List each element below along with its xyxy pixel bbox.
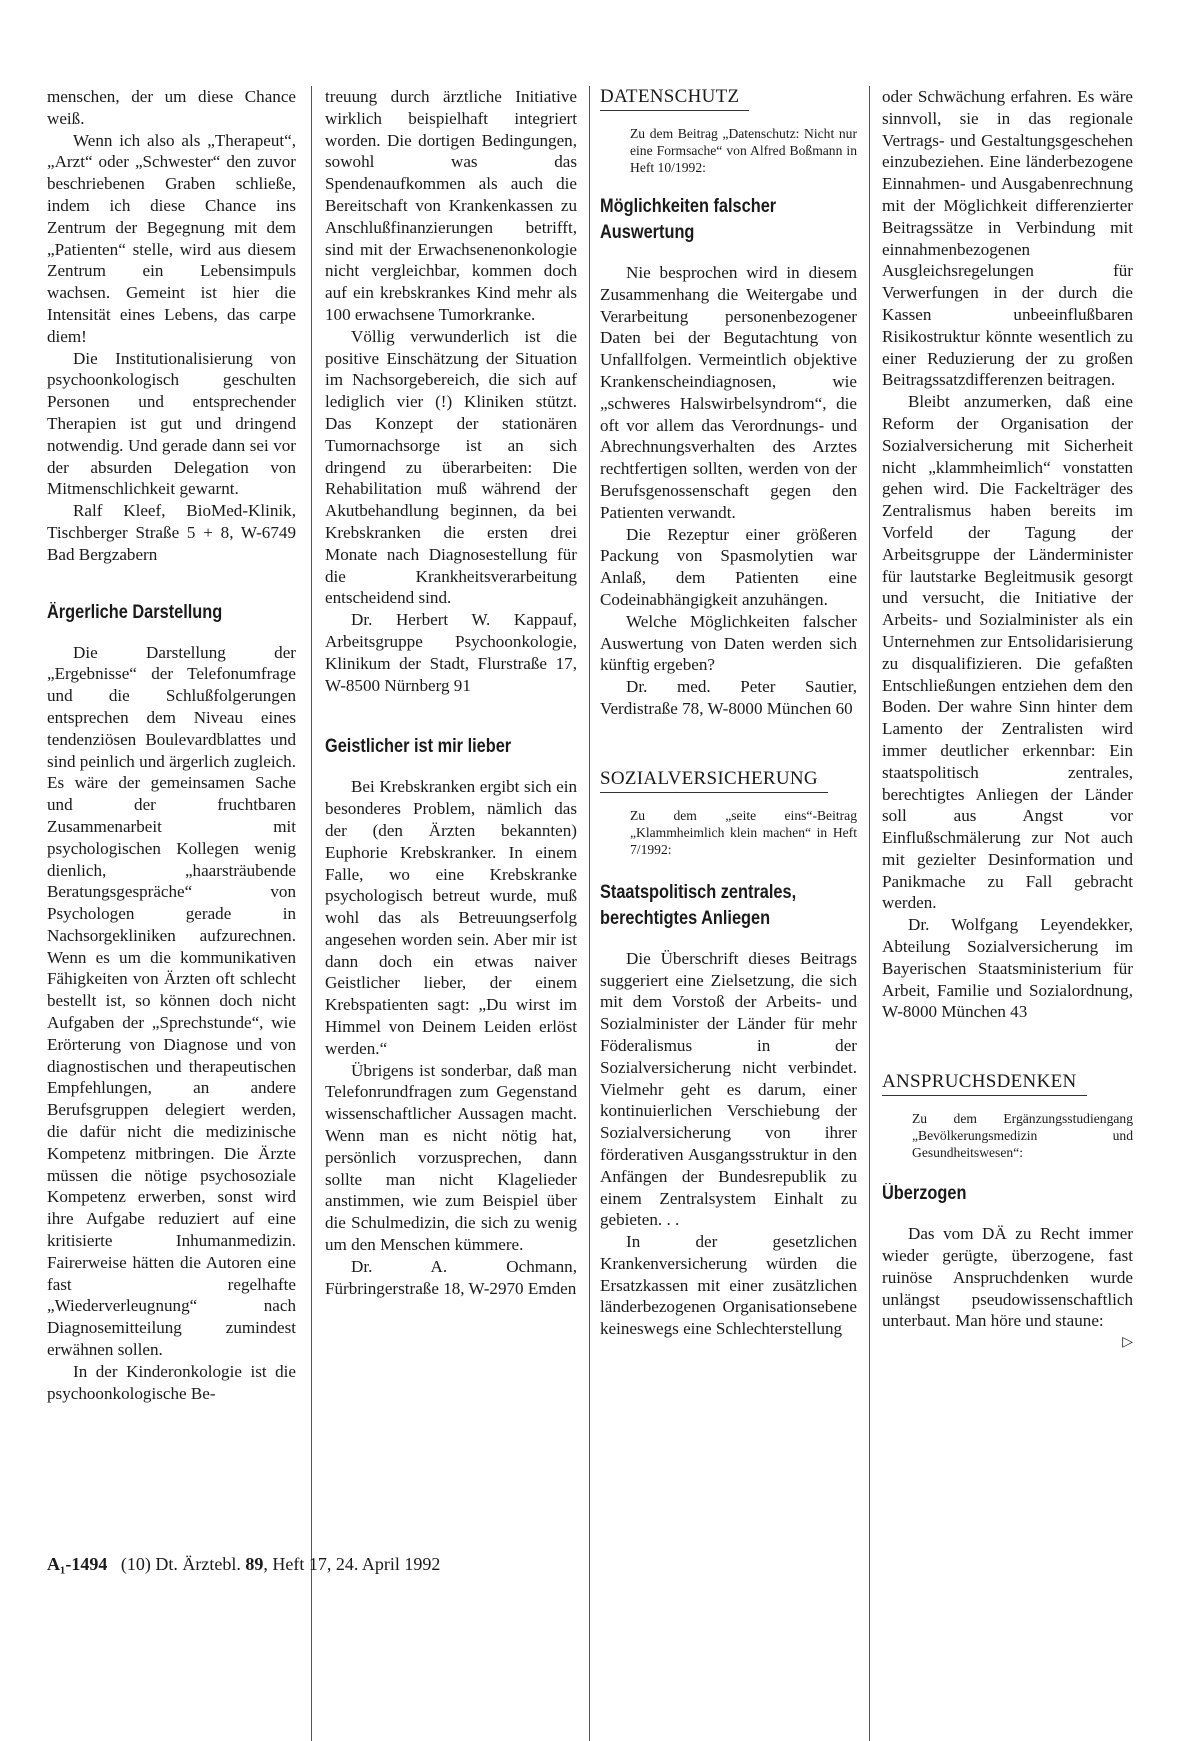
journal-volume: 89 — [245, 1554, 264, 1574]
paragraph — [882, 1223, 1133, 1351]
letter-headline: Überzogen — [882, 1183, 967, 1205]
column-1 — [47, 86, 296, 1404]
paragraph: Nie besprochen wird in diesem Zusammenhang die Weitergabe und Verarbeitung personenbezogener Daten bei der Begutachtung von Unfallfolgen. Vermeintlich objektive Krankenscheindiagnosen, wie „schweres Halswirbelsyndrom“, die oft vor allem das Verordnungs- und Abrechnungsverhalten des Arztes rechtfertigen sollten, werden von der Berufsgenossenschaft gegen den Patienten verwandt. — [600, 263, 857, 522]
paragraph: Die Institutionalisierung von psychoonkologisch geschulten Personen und entsprechender Therapien ist gut und dringend notwendig. Und gerade dann sei vor der absurden Delegation von Mitmenschlichkeit gewarnt. — [47, 348, 296, 499]
author-signature: Ralf Kleef, BioMed-Klinik, Tischberger Straße 5 + 8, W-6749 Bad Bergzabern — [47, 501, 296, 564]
page-footer — [47, 1554, 440, 1575]
paragraph: treuung durch ärztliche Initiative wirklich beispielhaft integriert worden. Die dortigen Bedingungen, sowohl was das Spendenaufkommen als auch die Bereitschaft von Krankenkassen zu Anschlußfinanzierungen betrifft, sind mit der Erwachsenenonkologie nicht vergleichbar, kommen doch auf ein krebskrankes Kind mehr als 100 erwachsene Tumorkranke. — [325, 87, 577, 324]
letter-headline: Möglichkeiten falscher Auswertung — [600, 196, 777, 243]
continue-arrow-icon: ▷ — [1122, 1334, 1133, 1351]
letter-headline: Geistlicher ist mir lieber — [325, 736, 512, 758]
paragraph: In der gesetzlichen Krankenversicherung würden die Ersatzkassen mit einer zusätzlichen länderbezogenen Organisationsebene keineswegs eine Schlechterstellung — [600, 1232, 857, 1339]
paragraph: Übrigens ist sonderbar, daß man Telefonrundfragen zum Gegenstand wissenschaftlicher Aussagen macht. Wenn man es nicht nötig hat, persönlich vorzusprechen, dann sollte man nicht Klagelieder anstimmen, wie zum Beispiel über die Schulmedizin, die sich zu wenig um den Menschen kümmere. — [325, 1060, 577, 1255]
author-signature: Dr. Wolfgang Leyendekker, Abteilung Sozialversicherung im Bayerischen Staatsministerium für Arbeit, Familie und Sozialordnung, W-8000 München 43 — [882, 915, 1133, 1022]
paragraph: Bei Krebskranken ergibt sich ein besonderes Problem, nämlich das der (den Ärzten bekannten) Euphorie Krebskranker. In einem Falle, wo eine Krebskranke psychologisch betreut wurde, muß wohl das als Betreuungserfolg angesehen worden sein. Aber mir ist dann doch ein etwas naiver Geistlicher lieber, der einem Krebspatienten sagt: „Du wirst im Himmel von Deinem Leiden erlöst werden.“ — [325, 777, 577, 1058]
reference-note: Zu dem „seite eins“-Beitrag „Klammheimlich klein machen“ in Heft 7/1992: — [630, 807, 857, 857]
section-heading: ANSPRUCHSDENKEN — [882, 1069, 1087, 1096]
reference-note: Zu dem Ergänzungsstudiengang „Bevölkerungsmedizin und Gesundheitswesen“: — [912, 1111, 1133, 1161]
paragraph: Bleibt anzumerken, daß eine Reform der Organisation der Sozialversicherung mit Sicherheit nicht „klammheimlich“ vonstatten gehen wird. Die Fackelträger des Zentralismus haben bereits im Vorfeld der Tagung der Arbeitsgruppe der Länderminister für lautstarke Begleitmusik gesorgt und versucht, die Initiative der Arbeits- und Sozialminister als ein Unternehmen zur Entsolidarisierung zu disqualifizieren. Die gefaßten Entschließungen entziehen dem den Boden. Der wahre Sinn hinter dem Lamento der Zentralisten wird immer deutlicher erkennbar: Ein staatspolitisch zentrales, berechtigtes Anliegen der Länder soll aus Angst vor Einflußschmälerung zur Not auch mit gezielter Desinformation und Panikmache zu Fall gebracht werden. — [882, 392, 1133, 913]
reference-note: Zu dem Beitrag „Datenschutz: Nicht nur eine Formsache“ von Alfred Boßmann in Heft 10/1992: — [630, 126, 857, 175]
letter-headline: Staatspolitisch zentrales, berechtigtes Anliegen — [600, 881, 797, 929]
page-number: A₁-1494 — [47, 1554, 108, 1574]
section-heading: SOZIALVERSICHERUNG — [600, 766, 828, 793]
column-divider — [589, 86, 590, 1741]
letter-headline: Ärgerliche Darstellung — [47, 601, 223, 623]
journal-name: (10) Dt. Ärztebl. — [120, 1554, 241, 1574]
column-3 — [600, 86, 857, 1340]
paragraph: menschen, der um diese Chance weiß. — [47, 87, 296, 128]
paragraph: Die Überschrift dieses Beitrags suggeriert eine Zielsetzung, die sich mit dem Vorstoß der Arbeits- und Sozialminister der Länder für mehr Föderalismus in der Sozialversicherung nicht verbindet. Vielmehr geht es darum, einer kontinuierlichen Verschiebung der Sozialversicherung von ihrer förderativen Ausgangsstruktur in den Anfängen der Bundesrepublik zu einem Zentralsystem Einhalt zu gebieten. . . — [600, 948, 857, 1230]
paragraph: Welche Möglichkeiten falscher Auswertung von Daten werden sich künftig ergeben? — [600, 611, 857, 675]
section-heading: DATENSCHUTZ — [600, 84, 749, 111]
paragraph-text: Das vom DÄ zu Recht immer wieder gerügte, überzogene, fast ruinöse Anspruchdenken wurde unlängst pseudowissenschaftlich unterbaut. Man höre und staune: — [882, 1224, 1133, 1331]
paragraph: In der Kinderonkologie ist die psychoonkologische Be- — [47, 1361, 296, 1403]
author-signature: Dr. A. Ochmann, Fürbringerstraße 18, W-2970 Emden — [325, 1256, 577, 1298]
author-signature: Dr. Herbert W. Kappauf, Arbeitsgruppe Psychoonkologie, Klinikum der Stadt, Flurstraße 17, W-8500 Nürnberg 91 — [325, 610, 577, 695]
paragraph: Die Rezeptur einer größeren Packung von Spasmolytien war Anlaß, dem Patienten eine Codeinabhängigkeit anzuhängen. — [600, 524, 857, 609]
column-divider — [869, 86, 870, 1741]
paragraph: oder Schwächung erfahren. Es wäre sinnvoll, sie in das regionale Vertrags- und Gestaltungsgeschehen einzubeziehen. Eine länderbezogene Einnahmen- und Ausgabenrechnung mit der Möglichkeit differenzierter Beitragssätze in Verbindung mit einnahmenbezogenen Ausgleichsregelungen für Verwerfungen in der durch die Kassen unbeeinflußbaren Risikostruktur könnte wesentlich zu einer Reduzierung der zu großen Beitragssatzdifferenzen beitragen. — [882, 87, 1133, 390]
paragraph: Die Darstellung der „Ergebnisse“ der Telefonumfrage und die Schlußfolgerungen entsprechen dem Niveau eines tendenziösen Boulevardblattes und sind peinlich und ärgerlich zugleich. Es wäre der gemeinsamen Sache und der fruchtbaren Zusammenarbeit mit psychologischen Kollegen wenig dienlich, „haarsträubende Beratungsgespräche“ von Psychologen gerade in Nachsorgekliniken aufzurechnen. Wenn es um die kommunikativen Fähigkeiten von Ärzten oft schlecht bestellt ist, so können doch nicht Aufgaben der „Sprechstunde“, wie Erörterung von Diagnose und von diagnostischen und therapeutischen Empfehlungen, an andere Berufsgruppen delegiert werden, die dafür nicht die medizinische Kompetenz mitbringen. Die Ärzte müssen die nötige psychosoziale Kompetenz erwerben, sonst wird ihre Aufgabe reduziert auf eine kritisierte Inhumanmedizin. Fairerweise hätten die Autoren eine fast regelhafte „Wiederverleugnung“ nach Diagnosemitteilung zumindest erwähnen sollen. — [47, 642, 296, 1360]
author-signature: Dr. med. Peter Sautier, Verdistraße 78, W-8000 München 60 — [600, 677, 857, 718]
column-2 — [325, 86, 577, 1299]
issue-date: , Heft 17, 24. April 1992 — [263, 1554, 441, 1574]
paragraph: Wenn ich also als „Therapeut“, „Arzt“ oder „Schwester“ den zuvor beschriebenen Graben schließe, indem ich diese Chance ins Zentrum der Begegnung mit dem „Patienten“ stelle, wird aus diesem Zentrum ein Lebensimpuls wachsen. Gemeint ist hier die Intensität eines Lebens, das carpe diem! — [47, 130, 296, 346]
column-divider — [311, 86, 312, 1741]
column-4 — [882, 86, 1133, 1354]
paragraph: Völlig verwunderlich ist die positive Einschätzung der Situation im Nachsorgebereich, die sich auf lediglich vier (!) Kliniken stützt. Das Konzept der stationären Tumornachsorge ist an sich dringend zu überarbeiten: Die Rehabilitation muß während der Akutbehandlung beginnen, da bei Krebskranken die ersten drei Monate nach Diagnosestellung für die Krankheitsverarbeitung entscheidend sind. — [325, 326, 577, 608]
